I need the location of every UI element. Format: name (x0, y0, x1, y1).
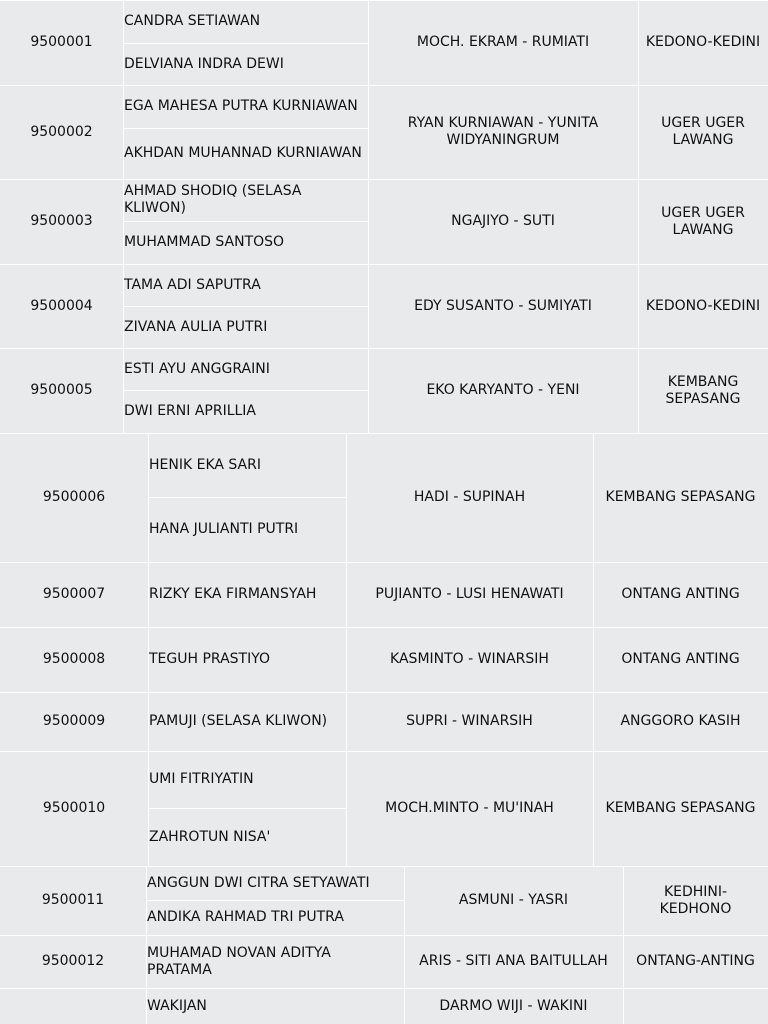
parents-name (368, 85, 638, 179)
participant-id (0, 348, 123, 433)
participant-id (0, 866, 146, 935)
child-name (123, 390, 368, 433)
group-name (638, 264, 768, 348)
participant-id (0, 264, 123, 348)
parents-name (346, 627, 593, 692)
group-name (638, 0, 768, 85)
participant-id (0, 692, 148, 751)
participant-id-text: 9500003 (30, 213, 93, 229)
child-name-text: ZIVANA AULIA PUTRI (124, 318, 268, 335)
group-name-text: UGER UGER LAWANG (661, 115, 745, 148)
child-name-text: ANDIKA RAHMAD TRI PUTRA (147, 909, 344, 925)
child-name (148, 692, 346, 751)
child-name (123, 85, 368, 128)
parents-name (346, 433, 593, 562)
participant-id-text: 9500007 (42, 586, 106, 602)
child-name (146, 900, 404, 935)
table-block-3 (0, 866, 768, 1024)
parents-name-text: KASMINTO - WINARSIH (390, 651, 549, 667)
participant-id (0, 85, 123, 179)
parents-name (368, 348, 638, 433)
participant-id (0, 627, 148, 692)
group-name-text: KEDONO-KEDINI (645, 34, 761, 50)
participant-id-text: 9500002 (30, 123, 93, 140)
parents-name-text: NGAJIYO - SUTI (451, 213, 555, 229)
child-name-text: TEGUH PRASTIYO (149, 651, 271, 667)
parents-name-text: PUJIANTO - LUSI HENAWATI (375, 586, 564, 602)
group-name (593, 433, 768, 562)
participant-id-text: 9500005 (30, 382, 93, 398)
child-name-text: ZAHROTUN NISA' (149, 828, 271, 845)
participant-id-text: 9500008 (42, 651, 106, 667)
participant-id (0, 179, 123, 264)
participant-id-text: 9500009 (42, 713, 106, 729)
child-name-text: AHMAD SHODIQ (SELASA KLIWON) (124, 183, 302, 216)
parents-name-text: HADI - SUPINAH (413, 489, 526, 505)
child-name-text: WAKIJAN (147, 997, 207, 1014)
child-name-text: UMI FITRIYATIN (149, 771, 254, 787)
participant-id-text: 9500004 (30, 297, 93, 314)
parents-name-text: EDY SUSANTO - SUMIYATI (414, 297, 592, 314)
child-name-text: MUHAMAD NOVAN ADITYA PRATAMA (147, 944, 331, 978)
parents-name (346, 692, 593, 751)
participant-id (0, 562, 148, 627)
participant-id (0, 433, 148, 562)
child-name (123, 348, 368, 390)
parents-name (346, 562, 593, 627)
child-name-text: CANDRA SETIAWAN (124, 13, 261, 29)
child-name (148, 433, 346, 497)
table-block-2 (0, 433, 768, 866)
group-name (638, 179, 768, 264)
child-name (148, 627, 346, 692)
group-name-text: KEMBANG SEPASANG (665, 373, 741, 407)
group-name-text: UGER UGER LAWANG (661, 204, 745, 238)
child-name-text: MUHAMMAD SANTOSO (124, 234, 285, 250)
group-name (623, 988, 768, 1024)
child-name (123, 43, 368, 85)
group-name (638, 85, 768, 179)
child-name (148, 808, 346, 866)
child-name-text: HENIK EKA SARI (149, 456, 261, 473)
group-name-text: KEMBANG SEPASANG (605, 489, 756, 505)
group-name-text: KEDONO-KEDINI (645, 297, 761, 314)
participant-id (0, 935, 146, 988)
participant-id-text: 9500006 (42, 489, 106, 505)
child-name (146, 988, 404, 1024)
participant-id (0, 751, 148, 866)
group-name (638, 348, 768, 433)
child-name-text: HANA JULIANTI PUTRI (149, 521, 299, 537)
child-name (123, 179, 368, 221)
child-name-text: AKHDAN MUHANNAD KURNIAWAN (124, 145, 362, 161)
child-name-text: PAMUJI (SELASA KLIWON) (149, 713, 328, 729)
child-name (148, 562, 346, 627)
parents-name-text: ARIS - SITI ANA BAITULLAH (419, 953, 608, 969)
participant-id-text: 9500011 (41, 892, 105, 908)
child-name (123, 128, 368, 179)
group-name (593, 562, 768, 627)
parents-name (404, 988, 623, 1024)
participant-id (0, 988, 146, 1024)
parents-name-text: ASMUNI - YASRI (458, 892, 569, 908)
group-name (593, 751, 768, 866)
child-name-text: DELVIANA INDRA DEWI (124, 55, 284, 72)
parents-name (404, 935, 623, 988)
participant-id (0, 0, 123, 85)
parents-name-text: MOCH.MINTO - MU'INAH (385, 800, 554, 816)
child-name-text: DWI ERNI APRILLIA (124, 403, 257, 419)
group-name-text: ANGGORO KASIH (620, 713, 741, 729)
parents-name-text: EKO KARYANTO - YENI (426, 382, 580, 398)
group-name (623, 866, 768, 935)
child-name (123, 306, 368, 348)
child-name (123, 221, 368, 264)
parents-name (404, 866, 623, 935)
child-name-text: EGA MAHESA PUTRA KURNIAWAN (124, 98, 358, 114)
group-name (593, 627, 768, 692)
participant-id-text: 9500010 (42, 800, 106, 816)
child-name-text: ANGGUN DWI CITRA SETYAWATI (147, 874, 370, 891)
group-name (593, 692, 768, 751)
participant-id-text: 9500001 (30, 34, 93, 50)
group-name-text: ONTANG ANTING (621, 586, 740, 602)
child-name-text: ESTI AYU ANGGRAINI (124, 360, 270, 377)
child-name-text: TAMA ADI SAPUTRA (124, 276, 261, 293)
group-name-text: KEDHINI-KEDHONO (659, 883, 732, 917)
child-name (148, 751, 346, 808)
group-name (623, 935, 768, 988)
parents-name (346, 751, 593, 866)
parents-name-text: MOCH. EKRAM - RUMIATI (416, 34, 590, 50)
parents-name (368, 0, 638, 85)
child-name (148, 497, 346, 562)
parents-name (368, 179, 638, 264)
child-name (146, 866, 404, 900)
table-block-1 (0, 0, 768, 433)
child-name (146, 935, 404, 988)
group-name-text: KEMBANG SEPASANG (605, 800, 756, 816)
child-name-text: RIZKY EKA FIRMANSYAH (149, 586, 317, 602)
parents-name-text: DARMO WIJI - WAKINI (439, 997, 588, 1014)
child-name (123, 264, 368, 306)
parents-name-text: SUPRI - WINARSIH (406, 713, 533, 729)
parents-name-text: RYAN KURNIAWAN - YUNITA WIDYANINGRUM (407, 115, 599, 148)
parents-name (368, 264, 638, 348)
group-name-text: ONTANG ANTING (621, 651, 740, 667)
child-name (123, 0, 368, 43)
participant-id-text: 9500012 (41, 953, 105, 969)
group-name-text: ONTANG-ANTING (636, 953, 755, 969)
